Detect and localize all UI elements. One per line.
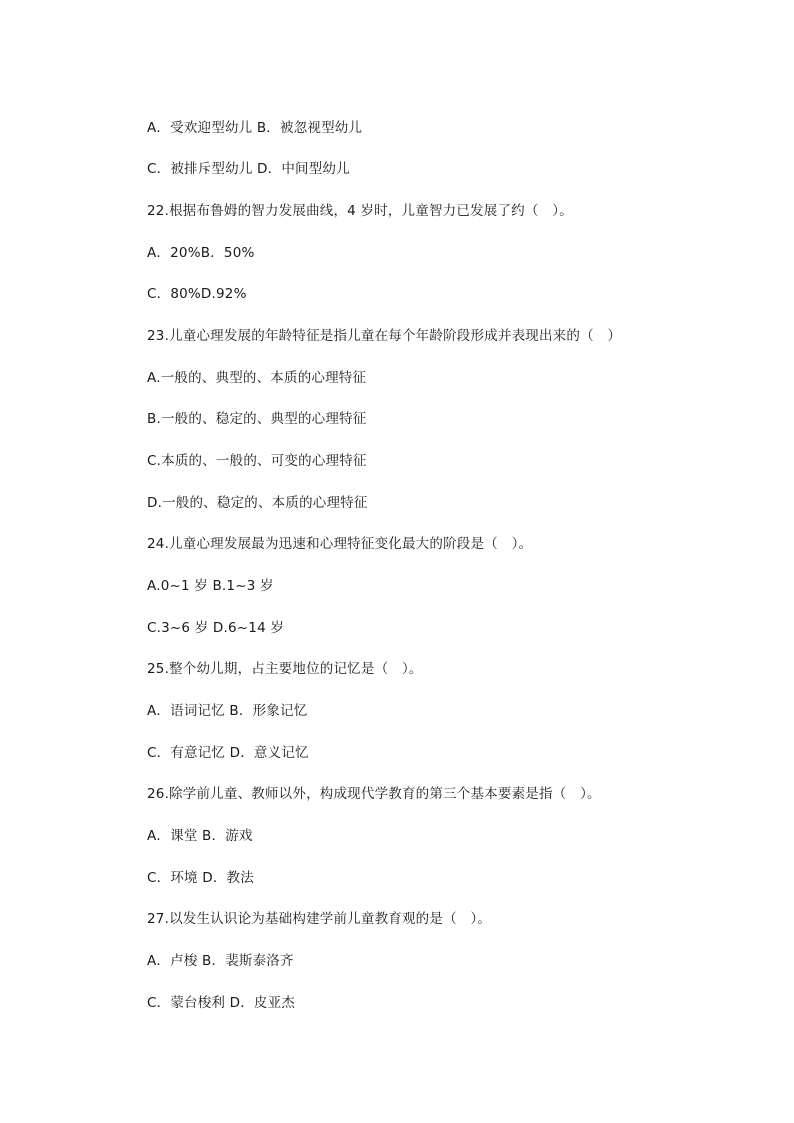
q23-question: 23.儿童心理发展的年龄特征是指儿童在每个年龄阶段形成并表现出来的（ ） [147, 328, 622, 344]
q24-options-cd: C.3~6 岁 D.6~14 岁 [147, 620, 285, 636]
q22-options-cd: C．80%D.92% [147, 286, 247, 302]
q22-question: 22.根据布鲁姆的智力发展曲线，4 岁时，儿童智力已发展了约（ ）。 [147, 203, 573, 219]
q23-option-d: D.一般的、稳定的、本质的心理特征 [147, 495, 368, 511]
q23-option-a: A.一般的、典型的、本质的心理特征 [147, 370, 367, 386]
q26-options-ab: A．课堂 B．游戏 [147, 828, 253, 844]
q25-options-cd: C．有意记忆 D．意义记忆 [147, 745, 309, 761]
q27-options-ab: A．卢梭 B．裴斯泰洛齐 [147, 953, 294, 969]
q26-question: 26.除学前儿童、教师以外，构成现代学教育的第三个基本要素是指（ ）。 [147, 786, 601, 802]
q27-question: 27.以发生认识论为基础构建学前儿童教育观的是（ ）。 [147, 911, 492, 927]
q25-options-ab: A．语词记忆 B．形象记忆 [147, 703, 308, 719]
q24-options-ab: A.0~1 岁 B.1~3 岁 [147, 578, 274, 594]
q26-options-cd: C．环境 D．教法 [147, 870, 254, 886]
q23-option-c: C.本质的、一般的、可变的心理特征 [147, 453, 367, 469]
q22-options-ab: A．20%B．50% [147, 245, 255, 261]
q23-option-b: B.一般的、稳定的、典型的心理特征 [147, 411, 367, 427]
q21-options-ab: A．受欢迎型幼儿 B．被忽视型幼儿 [147, 120, 363, 136]
q27-options-cd: C．蒙台梭利 D．皮亚杰 [147, 995, 296, 1011]
q21-options-cd: C．被排斥型幼儿 D．中间型幼儿 [147, 161, 350, 177]
q25-question: 25.整个幼儿期，占主要地位的记忆是（ ）。 [147, 661, 423, 677]
q24-question: 24.儿童心理发展最为迅速和心理特征变化最大的阶段是（ ）。 [147, 536, 533, 552]
